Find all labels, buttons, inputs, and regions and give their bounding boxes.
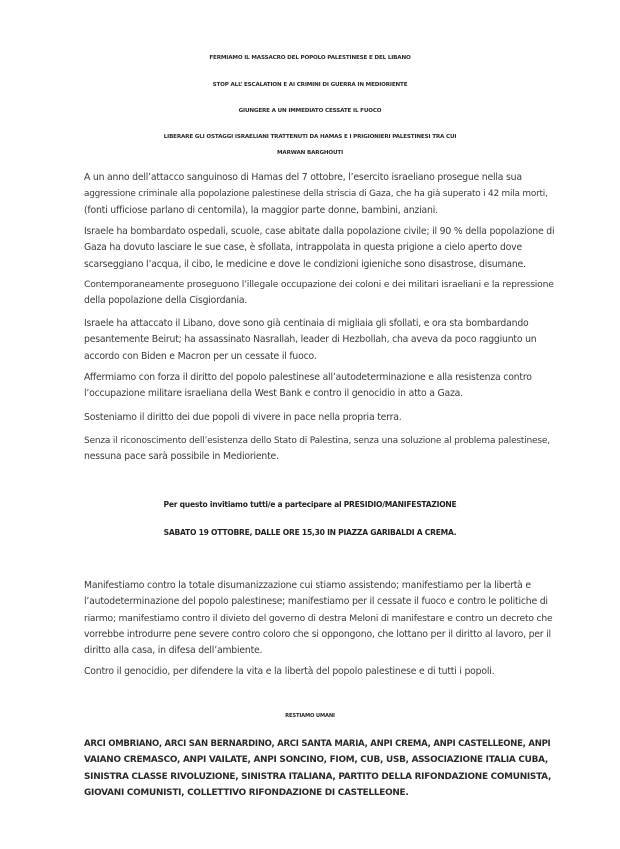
text-line: l’autodeterminazione del popolo palestinese; manifestiamo per il cessate il fuoco e contro le politiche di — [84, 596, 548, 608]
text-line: riarmo; manifestiamo contro il divieto del governo di destra Meloni di manifestare e contro un decreto che — [84, 612, 553, 624]
text-line: diritto alla casa, in difesa dell’ambiente. — [84, 645, 263, 657]
text-line: aggressione criminale alla popolazione palestinese della striscia di Gaza, che ha già superato i 42 mila morti, — [84, 189, 548, 200]
paragraph-manifestiamo — [84, 578, 554, 659]
paragraph-self-determination — [84, 370, 554, 403]
heading-stop-escalation: STOP ALL’ ESCALATION E AI CRIMINI DI GUERRA IN MEDIORIENTE — [212, 82, 408, 88]
event-date-location: SABATO 19 OTTOBRE, DALLE ORE 15,30 IN PIAZZA GARIBALDI A CREMA. — [163, 528, 457, 537]
heading-free-hostages-line1: LIBERARE GLI OSTAGGI ISRAELIANI TRATTENUTI DA HAMAS E I PRIGIONIERI PALESTINESI TRA CUI — [163, 134, 457, 140]
text-line: l’occupazione militare israeliana della West Bank e contro il genocidio in atto a Gaza. — [84, 388, 463, 400]
text-line: Manifestiamo contro la totale disumanizzazione cui stiamo assistendo; manifestiamo per la libertà e — [84, 580, 531, 591]
text-line: scarseggiano l’acqua, il cibo, le medicine e dove le condizioni igieniche sono disastrose, disumane. — [84, 258, 526, 270]
text-line: Contemporaneamente proseguono l’illegale occupazione dei coloni e dei militari israeliani e la repressione — [84, 279, 554, 290]
paragraph-lebanon — [84, 316, 554, 365]
text-line: accordo con Biden e Macron per un cessate il fuoco. — [84, 350, 317, 362]
paragraph-anniversary — [84, 170, 554, 219]
invitation-line: Per questo invitiamo tutti/e a partecipare al PRESIDIO/MANIFESTAZIONE — [163, 500, 457, 509]
text-line: Israele ha bombardato ospedali, scuole, case abitate dalla popolazione civile; il 90 % della popolazione di — [84, 226, 555, 237]
paragraph-bombing-gaza — [84, 224, 554, 273]
text-line: A un anno dell’attacco sanguinoso di Hamas del 7 ottobre, l’esercito israeliano prosegue nella sua — [84, 172, 522, 183]
text-line: della popolazione della Cisgiordania. — [84, 295, 248, 307]
text-line: Senza il riconoscimento dell’esistenza dello Stato di Palestina, senza una soluzione al problema palestinese, — [84, 436, 550, 446]
heading-free-hostages-line2: MARWAN BARGHOUTI — [276, 150, 344, 156]
text-line: nessuna pace sarà possibile in Medioriente. — [84, 451, 279, 463]
organizations-line: ARCI OMBRIANO, ARCI SAN BERNARDINO, ARCI SANTA MARIA, ANPI CREMA, ANPI CASTELLEONE, ANPI — [84, 739, 551, 749]
text-line: Contro il genocidio, per difendere la vita e la libertà del popolo palestinese e di tutti i popoli. — [84, 666, 495, 677]
paragraph-two-peoples — [84, 410, 554, 426]
text-line: vorrebbe introdurre pene severe contro coloro che si oppongono, che lottano per il diritto al lavoro, per il — [84, 628, 551, 640]
closing-restiamo-umani: RESTIAMO UMANI — [285, 713, 335, 719]
heading-ceasefire: GIUNGERE A UN IMMEDIATO CESSATE IL FUOCO — [238, 108, 382, 114]
heading-stop-massacre: FERMIAMO IL MASSACRO DEL POPOLO PALESTINESE E DEL LIBANO — [209, 55, 411, 61]
text-line: (fonti ufficiose parlano di centomila), la maggior parte donne, bambini, anziani. — [84, 204, 438, 216]
text-line: Sosteniamo il diritto dei due popoli di vivere in pace nella propria terra. — [84, 412, 402, 423]
paragraph-contro-genocidio — [84, 664, 554, 680]
organizations-line: GIOVANI COMUNISTI, COLLETTIVO RIFONDAZIONE DI CASTELLEONE. — [84, 787, 409, 798]
text-line: Gaza ha dovuto lasciare le sue case, è sfollata, intrappolata in questa prigione a cielo aperto dove — [84, 242, 522, 254]
organizations-list — [84, 736, 554, 801]
text-line: pesantemente Beirut; ha assassinato Nasrallah, leader di Hezbollah, cha aveva da poco raggiunto un — [84, 334, 537, 346]
paragraph-palestine-state — [84, 433, 554, 466]
organizations-line: VAIANO CREMASCO, ANPI VAILATE, ANPI SONCINO, FIOM, CUB, USB, ASSOCIAZIONE ITALIA CUBA, — [84, 755, 548, 766]
organizations-line: SINISTRA CLASSE RIVOLUZIONE, SINISTRA ITALIANA, PARTITO DELLA RIFONDAZIONE COMUNISTA, — [84, 771, 552, 782]
paragraph-cisgiordania — [84, 277, 554, 310]
text-line: Affermiamo con forza il diritto del popolo palestinese all’autodeterminazione e alla resistenza contro — [84, 372, 532, 383]
text-line: Israele ha attaccato il Libano, dove sono già centinaia di migliaia gli sfollati, e ora sta bombardando — [84, 318, 529, 329]
